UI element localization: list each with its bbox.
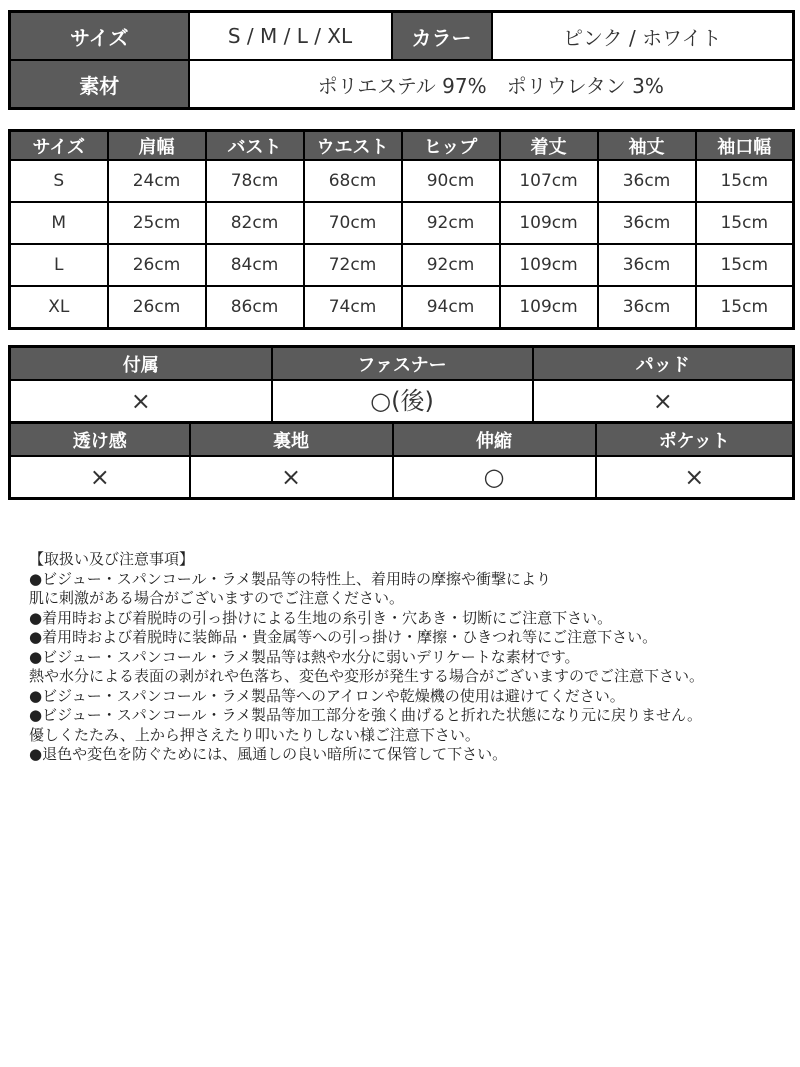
color-value-cell: ピンク / ホワイト (492, 12, 794, 61)
size-value-cell: S / M / L / XL (189, 12, 392, 61)
spec-header-cell-pocket: ポケット (596, 423, 794, 457)
spec-value-cell-pocket: × (596, 456, 794, 499)
care-notes-line: 熱や水分による表面の剥がれや色落ち、変色や変形が発生する場合がございますのでご注意下さい。 (29, 667, 705, 685)
material-label-cell: 素材 (10, 60, 189, 109)
size-cell: 36cm (598, 202, 696, 244)
size-cell: 25cm (108, 202, 206, 244)
info-table (8, 10, 795, 110)
size-cell: 36cm (598, 160, 696, 202)
spec-header-cell-shinshuku: 伸縮 (393, 423, 596, 457)
spec-top-value-row (10, 380, 794, 423)
size-header-cell: ヒップ (402, 131, 500, 161)
care-notes-line: ●ビジュー・スパンコール・ラメ製品等へのアイロンや乾燥機の使用は避けてください。 (29, 686, 625, 705)
size-cell: M (10, 202, 108, 244)
size-cell: 15cm (696, 202, 794, 244)
size-cell: 84cm (206, 244, 304, 286)
size-cell: 94cm (402, 286, 500, 329)
size-header-cell: バスト (206, 131, 304, 161)
spec-value-cell-fastener: ○(後) (272, 380, 533, 423)
spec-header-cell-uraji: 裏地 (190, 423, 393, 457)
spec-header-cell-fuzoku: 付属 (10, 347, 272, 381)
size-cell: L (10, 244, 108, 286)
size-cell: 82cm (206, 202, 304, 244)
size-table-header-row (10, 131, 794, 161)
size-measurement-table (8, 129, 795, 330)
size-cell: 24cm (108, 160, 206, 202)
size-row-xl (10, 286, 794, 329)
size-cell: 92cm (402, 244, 500, 286)
size-cell: 92cm (402, 202, 500, 244)
spec-top-header-row (10, 347, 794, 381)
care-notes-line: 優しくたたみ、上から押さえたり叩いたりしない様ご注意下さい。 (29, 725, 480, 744)
size-row-s (10, 160, 794, 202)
size-cell: 90cm (402, 160, 500, 202)
size-cell: 78cm (206, 160, 304, 202)
care-notes-line: ●ビジュー・スパンコール・ラメ製品等加工部分を強く曲げると折れた状態になり元に戻りません。 (29, 706, 702, 724)
size-header-cell: 着丈 (500, 131, 598, 161)
spec-table-bottom (8, 421, 795, 500)
spec-table-top (8, 345, 795, 424)
size-cell: 15cm (696, 244, 794, 286)
size-cell: 109cm (500, 244, 598, 286)
spec-bottom-value-row (10, 456, 794, 499)
size-cell: 26cm (108, 286, 206, 329)
size-cell: XL (10, 286, 108, 329)
spec-bottom-header-row (10, 423, 794, 457)
spec-value-cell-fuzoku: × (10, 380, 272, 423)
info-row-material (10, 60, 794, 109)
size-cell: 72cm (304, 244, 402, 286)
size-cell: 109cm (500, 286, 598, 329)
size-header-cell: 袖口幅 (696, 131, 794, 161)
spec-header-cell-sukekan: 透け感 (10, 423, 190, 457)
size-cell: 70cm (304, 202, 402, 244)
size-cell: 74cm (304, 286, 402, 329)
spec-header-cell-pad: パッド (533, 347, 794, 381)
size-header-cell: 袖丈 (598, 131, 696, 161)
info-row-size-color (10, 12, 794, 61)
color-label-cell: カラー (392, 12, 492, 61)
spec-header-cell-fastener: ファスナー (272, 347, 533, 381)
size-header-cell: ウエスト (304, 131, 402, 161)
care-notes-line: ●着用時および着脱時に装飾品・貴金属等への引っ掛け・摩擦・ひきつれ等にご注意下さい。 (29, 628, 658, 646)
size-label-cell: サイズ (10, 12, 189, 61)
care-notes-title: 【取扱い及び注意事項】 (29, 550, 195, 568)
care-notes-line: ●ビジュー・スパンコール・ラメ製品等は熱や水分に弱いデリケートな素材です。 (29, 647, 580, 666)
size-cell: 15cm (696, 160, 794, 202)
spec-value-cell-pad: × (533, 380, 794, 423)
size-row-l (10, 244, 794, 286)
care-notes-line: ●ビジュー・スパンコール・ラメ製品等の特性上、着用時の摩擦や衝撃により (29, 569, 552, 588)
size-cell: 26cm (108, 244, 206, 286)
size-cell: 36cm (598, 286, 696, 329)
care-notes-line: ●退色や変色を防ぐためには、風通しの良い暗所にて保管して下さい。 (29, 745, 508, 763)
size-cell: 109cm (500, 202, 598, 244)
spec-value-cell-sukekan: × (10, 456, 190, 499)
care-notes-line: ●着用時および着脱時の引っ掛けによる生地の糸引き・穴あき・切断にご注意下さい。 (29, 608, 613, 627)
size-cell: 68cm (304, 160, 402, 202)
size-header-cell: 肩幅 (108, 131, 206, 161)
size-cell: 107cm (500, 160, 598, 202)
care-notes-line: 肌に刺激がある場合がございますのでご注意ください。 (29, 589, 405, 607)
size-row-m (10, 202, 794, 244)
material-value-cell: ポリエステル 97% ポリウレタン 3% (189, 60, 794, 109)
size-cell: 86cm (206, 286, 304, 329)
size-cell: S (10, 160, 108, 202)
spec-value-cell-uraji: × (190, 456, 393, 499)
size-cell: 15cm (696, 286, 794, 329)
size-header-cell: サイズ (10, 131, 108, 161)
size-cell: 36cm (598, 244, 696, 286)
care-notes (8, 550, 792, 765)
spec-value-cell-shinshuku: ○ (393, 456, 596, 499)
